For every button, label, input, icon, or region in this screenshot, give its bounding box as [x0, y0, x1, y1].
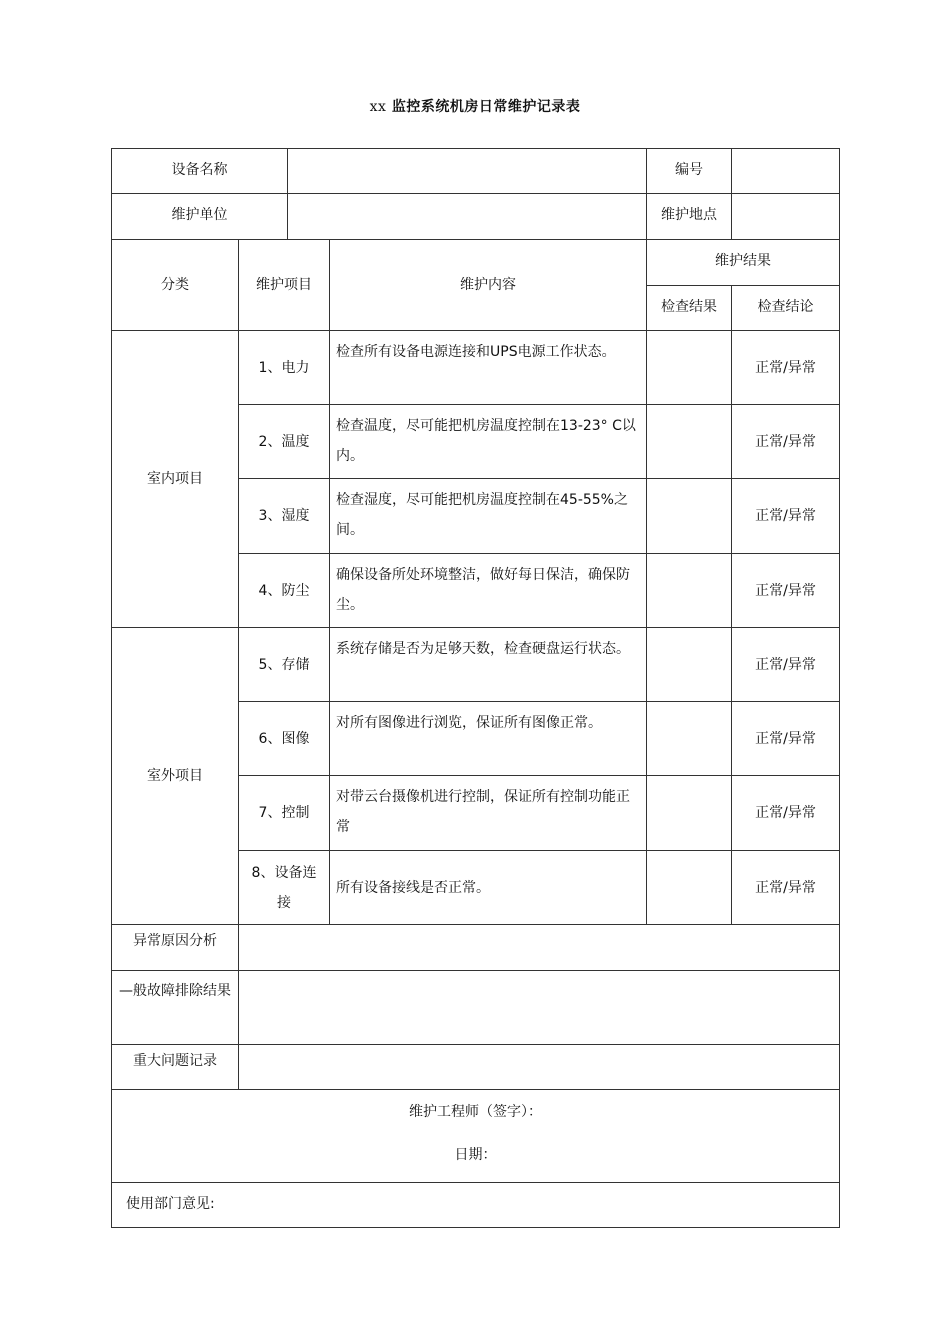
dept-opinion-row [112, 1183, 840, 1228]
item-content: 检查湿度，尽可能把机房温度控制在45-55%之间。 [330, 479, 647, 554]
item-conclusion[interactable]: 正常/异常 [732, 702, 840, 776]
date-label: 日期： [454, 1147, 497, 1163]
device-name-label: 设备名称 [112, 149, 288, 194]
unit-field[interactable] [288, 194, 647, 240]
check-result-cell[interactable] [647, 479, 732, 554]
item-content: 确保设备所处环境整洁，做好每日保洁，确保防尘。 [330, 554, 647, 628]
item-content: 对带云台摄像机进行控制，保证所有控制功能正常 [330, 776, 647, 851]
item-name: 4、防尘 [239, 554, 330, 628]
major-issue-row [112, 1045, 840, 1090]
item-content: 所有设备接线是否正常。 [330, 851, 647, 925]
item-content: 对所有图像进行浏览，保证所有图像正常。 [330, 702, 647, 776]
item-conclusion[interactable]: 正常/异常 [732, 554, 840, 628]
item-conclusion[interactable]: 正常/异常 [732, 405, 840, 479]
check-result-cell[interactable] [647, 554, 732, 628]
abnormal-analysis-row [112, 925, 840, 971]
item-row [112, 628, 840, 702]
item-content: 检查所有设备电源连接和UPS电源工作状态。 [330, 331, 647, 405]
unit-row [112, 194, 840, 240]
item-name: 6、图像 [239, 702, 330, 776]
fault-result-label: —般故障排除结果 [112, 971, 239, 1045]
category-header: 分类 [112, 240, 239, 331]
item-name: 3、湿度 [239, 479, 330, 554]
check-result-cell[interactable] [647, 405, 732, 479]
major-issue-field[interactable] [239, 1045, 840, 1090]
number-label: 编号 [647, 149, 732, 194]
item-content: 系统存储是否为足够天数，检查硬盘运行状态。 [330, 628, 647, 702]
major-issue-label: 重大问题记录 [112, 1045, 239, 1090]
fault-result-field[interactable] [239, 971, 840, 1045]
check-result-cell[interactable] [647, 331, 732, 405]
item-row [112, 331, 840, 405]
fault-result-row [112, 971, 840, 1045]
check-conclusion-header: 检查结论 [732, 286, 840, 331]
item-header: 维护项目 [239, 240, 330, 331]
device-name-row [112, 149, 840, 194]
check-result-header: 检查结果 [647, 286, 732, 331]
item-conclusion[interactable]: 正常/异常 [732, 851, 840, 925]
device-name-field[interactable] [288, 149, 647, 194]
location-field[interactable] [732, 194, 840, 240]
maintenance-record-table [111, 148, 840, 1228]
item-content: 检查温度，尽可能把机房温度控制在13-23° C以内。 [330, 405, 647, 479]
item-name: 7、控制 [239, 776, 330, 851]
content-header: 维护内容 [330, 240, 647, 331]
check-result-cell[interactable] [647, 776, 732, 851]
item-conclusion[interactable]: 正常/异常 [732, 628, 840, 702]
location-label: 维护地点 [647, 194, 732, 240]
group-outdoor: 室外项目 [112, 628, 239, 925]
title-prefix: xx [369, 99, 387, 115]
title-text: 监控系统机房日常维护记录表 [391, 99, 581, 115]
unit-label: 维护单位 [112, 194, 288, 240]
abnormal-analysis-label: 异常原因分析 [112, 925, 239, 971]
number-field[interactable] [732, 149, 840, 194]
check-result-cell[interactable] [647, 851, 732, 925]
check-result-cell[interactable] [647, 628, 732, 702]
item-name: 5、存储 [239, 628, 330, 702]
item-name: 2、温度 [239, 405, 330, 479]
abnormal-analysis-field[interactable] [239, 925, 840, 971]
page-title [0, 96, 950, 116]
result-header: 维护结果 [647, 240, 840, 286]
item-conclusion[interactable]: 正常/异常 [732, 479, 840, 554]
dept-opinion-label[interactable]: 使用部门意见: [112, 1183, 840, 1228]
item-name: 1、电力 [239, 331, 330, 405]
column-header-row [112, 240, 840, 286]
item-name: 8、设备连接 [239, 851, 330, 925]
check-result-cell[interactable] [647, 702, 732, 776]
item-conclusion[interactable]: 正常/异常 [732, 331, 840, 405]
signature-cell[interactable] [112, 1090, 840, 1183]
item-conclusion[interactable]: 正常/异常 [732, 776, 840, 851]
signature-row [112, 1090, 840, 1183]
engineer-sign-label: 维护工程师（签字）： [409, 1104, 542, 1120]
group-indoor: 室内项目 [112, 331, 239, 628]
